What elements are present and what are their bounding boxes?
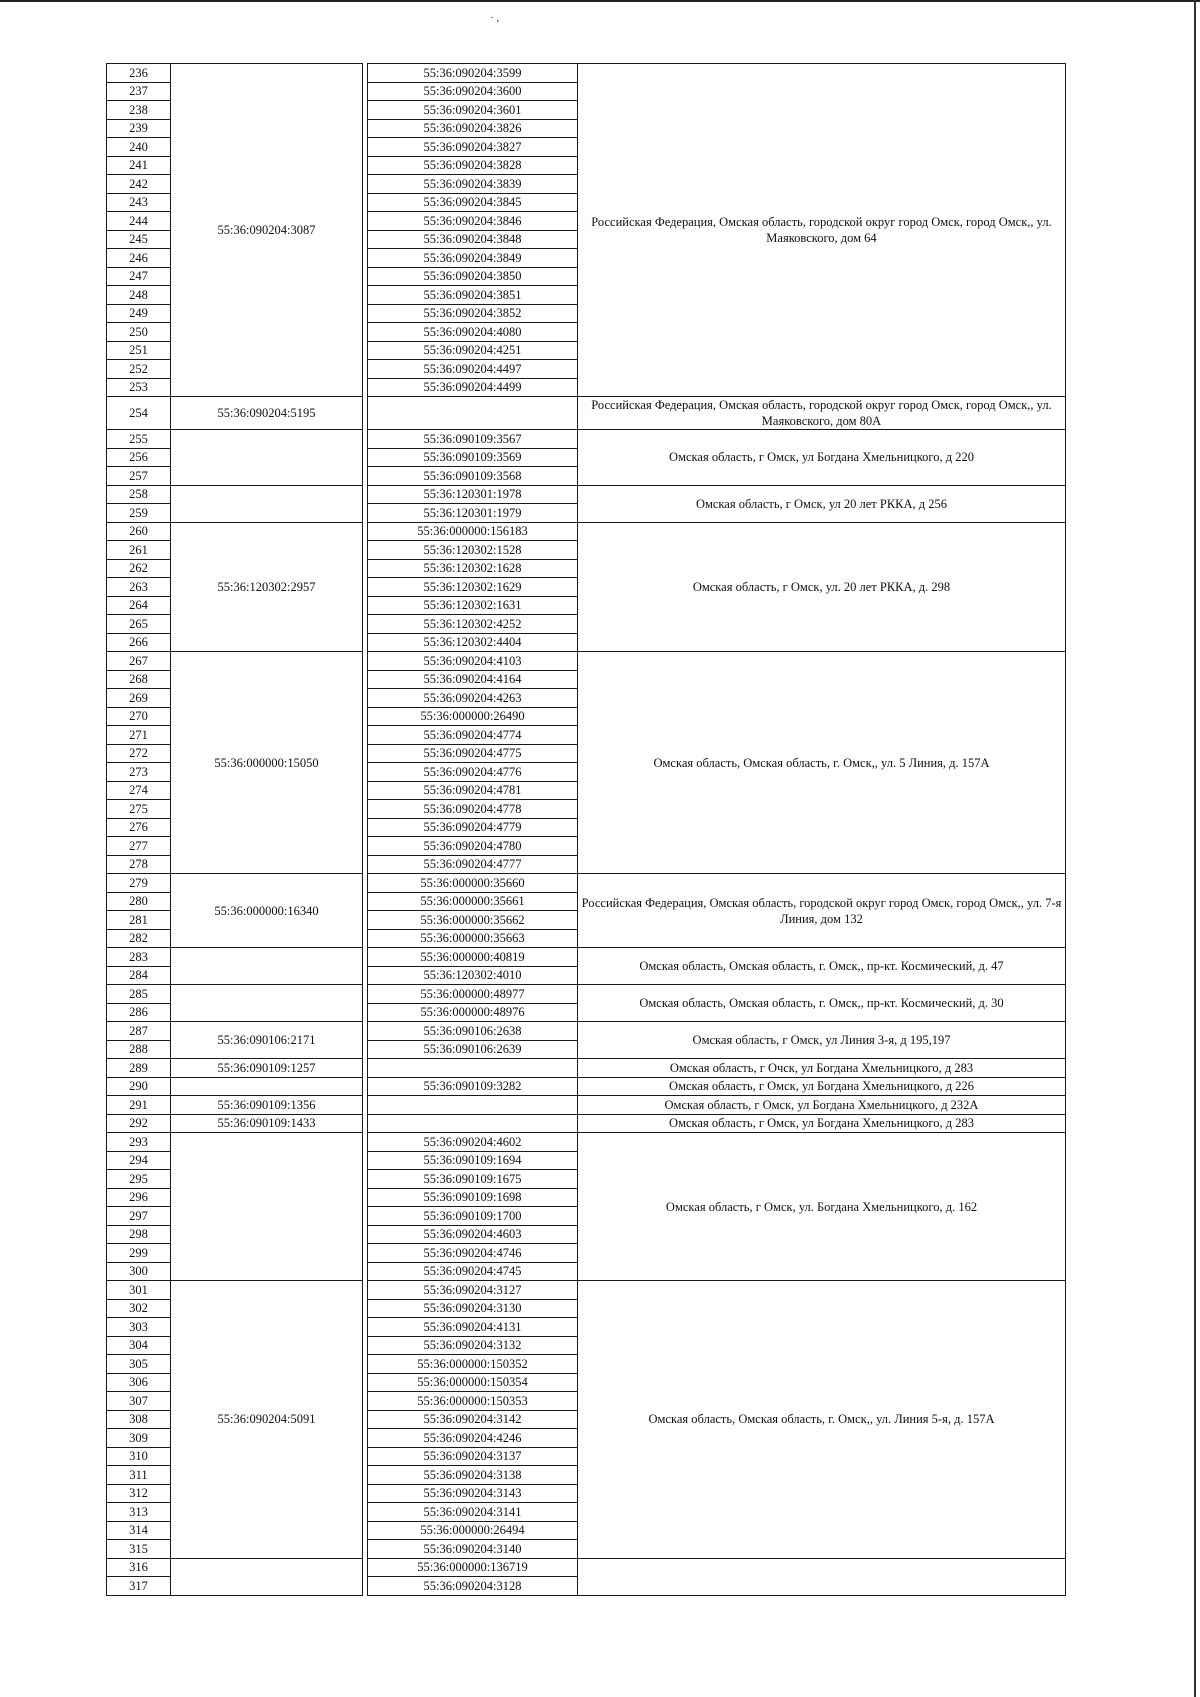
row-number: 312 [107,1484,171,1503]
parent-cadastral-number: 55:36:090204:3087 [171,64,363,397]
cadastral-number: 55:36:090204:3828 [368,156,578,175]
cadastral-number: 55:36:090204:4602 [368,1133,578,1152]
address: Российская Федерация, Омская область, городской округ город Омск, город Омск,, ул. Маяковского, дом 64 [578,64,1066,397]
table-row [107,1558,1066,1577]
cadastral-number: 55:36:000000:150352 [368,1355,578,1374]
row-number: 286 [107,1003,171,1022]
row-number: 238 [107,101,171,120]
cadastral-number: 55:36:090204:4774 [368,726,578,745]
row-number: 275 [107,800,171,819]
scan-edge-top [0,0,1200,2]
cadastral-number: 55:36:090106:2638 [368,1022,578,1041]
row-number: 282 [107,929,171,948]
table-row [107,1022,1066,1041]
row-number: 257 [107,467,171,486]
parent-cadastral-number: 55:36:090204:5195 [171,397,363,430]
row-number: 249 [107,304,171,323]
row-number: 245 [107,230,171,249]
parent-cadastral-number [171,1558,363,1595]
address: Омская область, г Омск, ул 20 лет РККА, д 256 [578,485,1066,522]
cadastral-table [106,63,1066,1596]
parent-cadastral-number: 55:36:120302:2957 [171,522,363,652]
table-row [107,985,1066,1004]
cadastral-number: 55:36:120302:1628 [368,559,578,578]
row-number: 237 [107,82,171,101]
row-number: 256 [107,448,171,467]
scan-edge-right [1194,0,1196,1697]
cadastral-number: 55:36:090109:1698 [368,1188,578,1207]
parent-cadastral-number: 55:36:090109:1257 [171,1059,363,1078]
row-number: 284 [107,966,171,985]
cadastral-number: 55:36:120302:1631 [368,596,578,615]
row-number: 266 [107,633,171,652]
cadastral-number [368,397,578,430]
row-number: 310 [107,1447,171,1466]
row-number: 274 [107,781,171,800]
cadastral-number: 55:36:090204:4246 [368,1429,578,1448]
cadastral-number: 55:36:090204:4131 [368,1318,578,1337]
cadastral-number: 55:36:090204:3849 [368,249,578,268]
cadastral-number: 55:36:090204:3127 [368,1281,578,1300]
cadastral-number: 55:36:120302:4404 [368,633,578,652]
cadastral-number: 55:36:090204:3143 [368,1484,578,1503]
table-row [107,1059,1066,1078]
row-number: 268 [107,670,171,689]
cadastral-number: 55:36:090204:4776 [368,763,578,782]
address: Российская Федерация, Омская область, городской округ город Омск, город Омск,, ул. Маяковского, дом 80А [578,397,1066,430]
cadastral-number: 55:36:090204:3851 [368,286,578,305]
row-number: 283 [107,948,171,967]
row-number: 279 [107,874,171,893]
table-row [107,1096,1066,1115]
cadastral-number: 55:36:090204:4080 [368,323,578,342]
cadastral-number: 55:36:090204:4746 [368,1244,578,1263]
cadastral-number [368,1059,578,1078]
cadastral-number: 55:36:090106:2639 [368,1040,578,1059]
row-number: 316 [107,1558,171,1577]
row-number: 300 [107,1262,171,1281]
row-number: 277 [107,837,171,856]
row-number: 263 [107,578,171,597]
row-number: 262 [107,559,171,578]
row-number: 264 [107,596,171,615]
row-number: 280 [107,892,171,911]
table-row [107,485,1066,504]
address: Омская область, Омская область, г. Омск,, ул. 5 Линия, д. 157А [578,652,1066,874]
parent-cadastral-number [171,985,363,1022]
row-number: 254 [107,397,171,430]
table-row [107,397,1066,430]
row-number: 307 [107,1392,171,1411]
parent-cadastral-number [171,1077,363,1096]
row-number: 265 [107,615,171,634]
cadastral-number: 55:36:090204:3850 [368,267,578,286]
parent-cadastral-number: 55:36:000000:15050 [171,652,363,874]
row-number: 259 [107,504,171,523]
cadastral-number: 55:36:090204:4497 [368,360,578,379]
row-number: 292 [107,1114,171,1133]
cadastral-number [368,1096,578,1115]
cadastral-number: 55:36:000000:48976 [368,1003,578,1022]
cadastral-number: 55:36:090109:1675 [368,1170,578,1189]
row-number: 297 [107,1207,171,1226]
cadastral-number: 55:36:090204:4745 [368,1262,578,1281]
table-row [107,1077,1066,1096]
address: Омская область, г Омск, ул Богдана Хмельницкого, д 232А [578,1096,1066,1115]
row-number: 287 [107,1022,171,1041]
row-number: 252 [107,360,171,379]
row-number: 255 [107,430,171,449]
page-mark: · , [490,12,500,24]
cadastral-number: 55:36:000000:35663 [368,929,578,948]
cadastral-number: 55:36:000000:40819 [368,948,578,967]
row-number: 258 [107,485,171,504]
address: Омская область, г Омск, ул Линия 3-я, д 195,197 [578,1022,1066,1059]
cadastral-number: 55:36:000000:48977 [368,985,578,1004]
cadastral-number: 55:36:090204:3839 [368,175,578,194]
parent-cadastral-number: 55:36:090204:5091 [171,1281,363,1559]
row-number: 270 [107,707,171,726]
row-number: 276 [107,818,171,837]
table-row [107,1133,1066,1152]
row-number: 315 [107,1540,171,1559]
row-number: 288 [107,1040,171,1059]
cadastral-number: 55:36:090204:4603 [368,1225,578,1244]
cadastral-number: 55:36:090204:3138 [368,1466,578,1485]
row-number: 271 [107,726,171,745]
row-number: 250 [107,323,171,342]
row-number: 298 [107,1225,171,1244]
parent-cadastral-number: 55:36:090109:1356 [171,1096,363,1115]
address: Омская область, г Омск, ул. 20 лет РККА, д. 298 [578,522,1066,652]
cadastral-number: 55:36:090109:3568 [368,467,578,486]
row-number: 294 [107,1151,171,1170]
cadastral-number: 55:36:000000:26490 [368,707,578,726]
row-number: 299 [107,1244,171,1263]
cadastral-number [368,1114,578,1133]
cadastral-number: 55:36:090204:4781 [368,781,578,800]
parent-cadastral-number [171,430,363,486]
row-number: 261 [107,541,171,560]
table-row [107,64,1066,83]
cadastral-number: 55:36:090204:4263 [368,689,578,708]
address: Омская область, Омская область, г. Омск,, пр-кт. Космический, д. 47 [578,948,1066,985]
table-row [107,948,1066,967]
parent-cadastral-number [171,1133,363,1281]
row-number: 314 [107,1521,171,1540]
address [578,1558,1066,1595]
cadastral-number: 55:36:090204:4779 [368,818,578,837]
parent-cadastral-number [171,948,363,985]
parent-cadastral-number [171,485,363,522]
cadastral-number: 55:36:090204:3846 [368,212,578,231]
cadastral-number: 55:36:000000:156183 [368,522,578,541]
row-number: 269 [107,689,171,708]
cadastral-number: 55:36:090204:3852 [368,304,578,323]
row-number: 303 [107,1318,171,1337]
cadastral-number: 55:36:090109:3567 [368,430,578,449]
cadastral-number: 55:36:090204:3137 [368,1447,578,1466]
row-number: 296 [107,1188,171,1207]
row-number: 242 [107,175,171,194]
cadastral-number: 55:36:090204:3128 [368,1577,578,1596]
cadastral-number: 55:36:120301:1978 [368,485,578,504]
row-number: 311 [107,1466,171,1485]
table-row [107,522,1066,541]
table-row [107,652,1066,671]
cadastral-number: 55:36:000000:35660 [368,874,578,893]
row-number: 253 [107,378,171,397]
row-number: 291 [107,1096,171,1115]
cadastral-number: 55:36:000000:26494 [368,1521,578,1540]
parent-cadastral-number: 55:36:090109:1433 [171,1114,363,1133]
address: Омская область, г Омск, ул Богдана Хмельницкого, д 283 [578,1114,1066,1133]
cadastral-number: 55:36:090204:4164 [368,670,578,689]
cadastral-number: 55:36:000000:35662 [368,911,578,930]
cadastral-number: 55:36:090204:3140 [368,1540,578,1559]
address: Омская область, г Омск, ул. Богдана Хмельницкого, д. 162 [578,1133,1066,1281]
cadastral-number: 55:36:090204:4778 [368,800,578,819]
parent-cadastral-number: 55:36:090106:2171 [171,1022,363,1059]
cadastral-number: 55:36:090204:4499 [368,378,578,397]
row-number: 301 [107,1281,171,1300]
row-number: 309 [107,1429,171,1448]
cadastral-number: 55:36:090109:1694 [368,1151,578,1170]
table-row [107,1114,1066,1133]
cadastral-number: 55:36:000000:150354 [368,1373,578,1392]
cadastral-number: 55:36:120302:4252 [368,615,578,634]
cadastral-number: 55:36:090204:3600 [368,82,578,101]
row-number: 289 [107,1059,171,1078]
cadastral-number: 55:36:090204:4777 [368,855,578,874]
cadastral-number: 55:36:090204:4251 [368,341,578,360]
cadastral-number: 55:36:090109:1700 [368,1207,578,1226]
cadastral-number: 55:36:000000:35661 [368,892,578,911]
cadastral-number: 55:36:090204:3130 [368,1299,578,1318]
row-number: 306 [107,1373,171,1392]
cadastral-number: 55:36:090204:3826 [368,119,578,138]
cadastral-number: 55:36:090204:3848 [368,230,578,249]
row-number: 243 [107,193,171,212]
table-row [107,1281,1066,1300]
cadastral-number: 55:36:090204:4775 [368,744,578,763]
row-number: 290 [107,1077,171,1096]
cadastral-number: 55:36:090204:3141 [368,1503,578,1522]
row-number: 260 [107,522,171,541]
row-number: 281 [107,911,171,930]
row-number: 244 [107,212,171,231]
parent-cadastral-number: 55:36:000000:16340 [171,874,363,948]
cadastral-number: 55:36:090109:3569 [368,448,578,467]
row-number: 317 [107,1577,171,1596]
row-number: 241 [107,156,171,175]
row-number: 272 [107,744,171,763]
row-number: 308 [107,1410,171,1429]
table-row [107,874,1066,893]
row-number: 305 [107,1355,171,1374]
address: Омская область, г Омск, ул Богдана Хмельницкого, д 226 [578,1077,1066,1096]
row-number: 251 [107,341,171,360]
row-number: 278 [107,855,171,874]
address: Омская область, Омская область, г. Омск,, пр-кт. Космический, д. 30 [578,985,1066,1022]
row-number: 273 [107,763,171,782]
row-number: 304 [107,1336,171,1355]
cadastral-number: 55:36:000000:150353 [368,1392,578,1411]
row-number: 246 [107,249,171,268]
cadastral-number: 55:36:120301:1979 [368,504,578,523]
cadastral-number: 55:36:120302:1528 [368,541,578,560]
cadastral-number: 55:36:090204:3599 [368,64,578,83]
cadastral-number: 55:36:090109:3282 [368,1077,578,1096]
address: Омская область, г Омск, ул Богдана Хмельницкого, д 220 [578,430,1066,486]
row-number: 302 [107,1299,171,1318]
cadastral-number: 55:36:090204:3132 [368,1336,578,1355]
cadastral-number: 55:36:120302:4010 [368,966,578,985]
table-row [107,430,1066,449]
row-number: 295 [107,1170,171,1189]
cadastral-number: 55:36:090204:4103 [368,652,578,671]
cadastral-number: 55:36:090204:4780 [368,837,578,856]
row-number: 293 [107,1133,171,1152]
row-number: 285 [107,985,171,1004]
row-number: 267 [107,652,171,671]
address: Омская область, Омская область, г. Омск,, ул. Линия 5-я, д. 157А [578,1281,1066,1559]
cadastral-number: 55:36:090204:3827 [368,138,578,157]
cadastral-number: 55:36:000000:136719 [368,1558,578,1577]
row-number: 247 [107,267,171,286]
table-body [107,64,1066,1596]
address: Российская Федерация, Омская область, городской округ город Омск, город Омск,, ул. 7-я Линия, дом 132 [578,874,1066,948]
row-number: 240 [107,138,171,157]
row-number: 236 [107,64,171,83]
cadastral-number: 55:36:090204:3601 [368,101,578,120]
cadastral-number: 55:36:120302:1629 [368,578,578,597]
row-number: 239 [107,119,171,138]
address: Омская область, г Очск, ул Богдана Хмельницкого, д 283 [578,1059,1066,1078]
cadastral-number: 55:36:090204:3845 [368,193,578,212]
cadastral-number: 55:36:090204:3142 [368,1410,578,1429]
row-number: 248 [107,286,171,305]
row-number: 313 [107,1503,171,1522]
